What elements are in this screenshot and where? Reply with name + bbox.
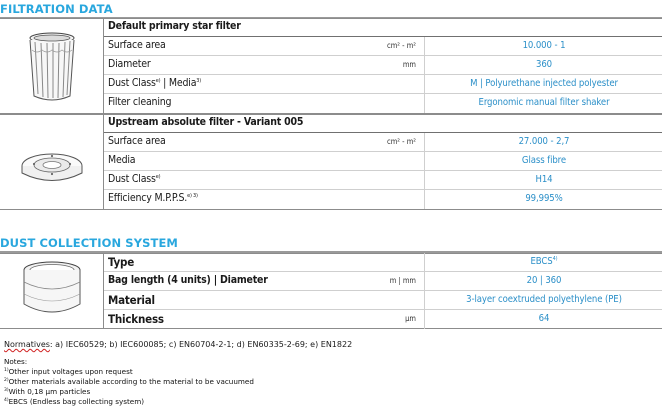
dust-bag-image-cell (0, 253, 104, 329)
row-value: Ergonomic manual filter shaker (478, 97, 610, 108)
absolute-filter-image (2, 116, 102, 208)
row-label: Thickness (108, 312, 164, 326)
normatives-label: Normatives (4, 340, 50, 349)
row-label: Surface area (108, 135, 166, 147)
column-divider (424, 310, 425, 329)
dust-collection-title: DUST COLLECTION SYSTEM (0, 236, 178, 250)
dust-row-thickness (104, 310, 662, 329)
primary-filter-header-label: Default primary star filter (108, 20, 241, 32)
row-value: M | Polyurethane injected polyester (470, 78, 618, 89)
row-label-text: Efficiency M.P.P.S. (108, 192, 188, 204)
note-marker: 3) (4, 388, 9, 393)
primary-row-cleaning (104, 94, 662, 113)
row-label (108, 77, 201, 89)
note-item (4, 386, 254, 396)
row-value: 360 (535, 59, 552, 70)
row-label: Bag length (4 units) | Diameter (108, 274, 268, 286)
bag-cassette-image (2, 254, 102, 328)
row-value: 99,995% (525, 193, 563, 204)
column-divider (424, 190, 425, 209)
row-label: Media (108, 154, 136, 166)
primary-row-surface (104, 37, 662, 56)
note-text: Other input voltages upon request (8, 367, 133, 376)
row-value: 20 | 360 (526, 275, 562, 286)
row-label (108, 173, 160, 185)
notes-block (4, 357, 254, 406)
absolute-row-efficiency (104, 190, 662, 209)
row-label: Filter cleaning (108, 96, 172, 108)
primary-row-dust-media (104, 75, 662, 94)
column-divider (424, 56, 425, 75)
row-label: Type (108, 255, 135, 269)
primary-row-diameter (104, 56, 662, 75)
note-text: Other materials available according to the material to be vacuumed (8, 377, 254, 386)
note-item (4, 376, 254, 386)
footnote-ref: 3) (196, 78, 201, 84)
absolute-filter-header-label: Upstream absolute filter - Variant 005 (108, 116, 304, 128)
row-value: 3-layer coextruded polyethylene (PE) (466, 294, 622, 305)
row-unit: cm² - m² (387, 137, 416, 146)
column-divider (424, 37, 425, 56)
filtration-title: FILTRATION DATA (0, 2, 113, 16)
row-label-part2: | Media (160, 77, 197, 89)
column-divider (424, 291, 425, 310)
primary-filter-header (104, 18, 662, 37)
dust-row-bag-length (104, 272, 662, 291)
row-value: Glass fibre (521, 155, 567, 166)
row-unit: m | mm (389, 276, 416, 285)
absolute-row-surface (104, 133, 662, 152)
absolute-row-dust-class (104, 171, 662, 190)
dust-row-type (104, 253, 662, 272)
absolute-row-media (104, 152, 662, 171)
note-marker: 2) (4, 378, 9, 383)
note-item (4, 396, 254, 406)
column-divider (424, 133, 425, 152)
footnote-ref: e) (155, 78, 161, 84)
row-label-text: Dust Class (108, 173, 156, 185)
row-value: 10.000 - 1 (522, 40, 566, 51)
row-value (426, 256, 662, 267)
column-divider (424, 94, 425, 113)
star-filter-image (2, 20, 102, 112)
row-label: Diameter (108, 58, 151, 70)
column-divider (424, 253, 425, 272)
footnote-ref: 4) (552, 256, 558, 262)
row-label (108, 192, 198, 204)
note-marker: 4) (4, 398, 9, 403)
absolute-filter-image-cell (0, 114, 104, 210)
primary-filter-image-cell (0, 18, 104, 114)
footnote-ref: e) (155, 174, 161, 180)
row-value: 27.000 - 2,7 (518, 136, 570, 147)
dust-row-material (104, 291, 662, 310)
column-divider (424, 171, 425, 190)
column-divider (424, 75, 425, 94)
row-value: 64 (538, 313, 550, 324)
row-label: Material (108, 293, 155, 307)
normatives-line (4, 340, 352, 349)
row-unit: mm (402, 60, 416, 69)
row-unit: µm (405, 314, 416, 323)
row-label-part1: Dust Class (108, 77, 156, 89)
row-label: Surface area (108, 39, 166, 51)
row-value-text: EBCS (530, 256, 553, 267)
row-unit: cm² - m² (387, 41, 416, 50)
column-divider (424, 152, 425, 171)
footnote-ref: e) 3) (187, 193, 198, 199)
note-text: EBCS (Endless bag collecting system) (8, 397, 145, 406)
notes-title: Notes: (4, 357, 28, 366)
column-divider (424, 272, 425, 291)
note-marker: 1) (4, 368, 9, 373)
normatives-text: : a) IEC60529; b) IEC600085; c) EN60704-2-1; d) EN60335-2-69; e) EN1822 (49, 340, 353, 349)
note-text: With 0,18 µm particles (8, 387, 91, 396)
note-item (4, 366, 254, 376)
row-value: H14 (535, 174, 553, 185)
absolute-filter-header (104, 114, 662, 133)
